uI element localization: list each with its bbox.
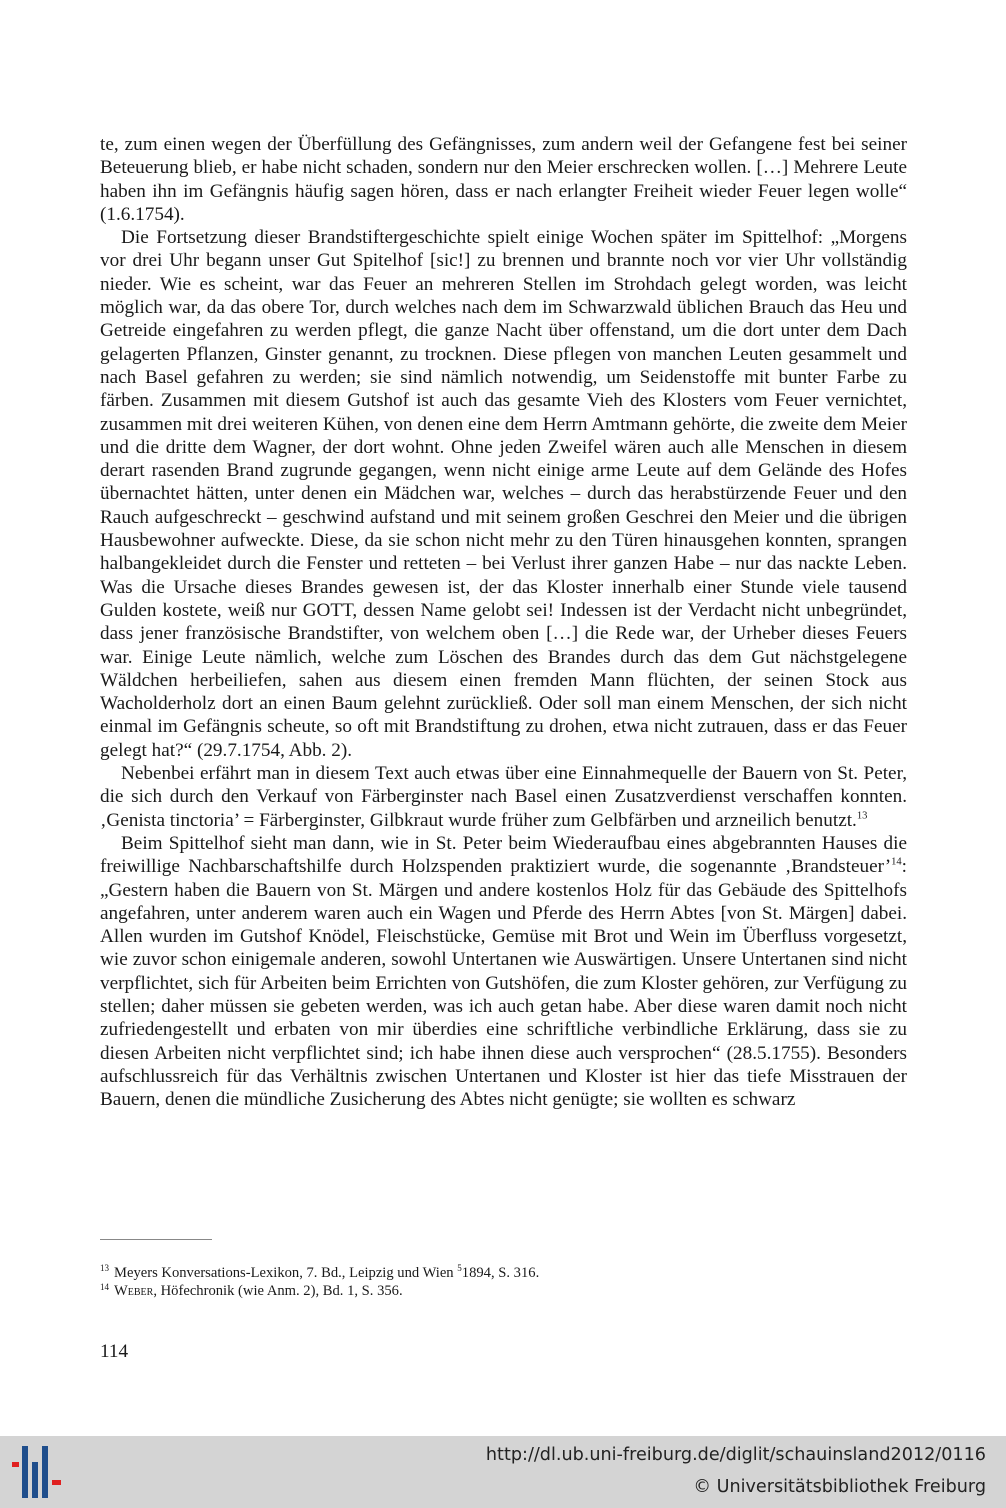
paragraph bbox=[100, 762, 907, 832]
paragraph-text: : „Gestern haben die Bauern von St. Märgen und andere kostenlos Holz für das Gebäude des Spittelhofs angefahren, unter anderem waren auch ein Wagen und Pferde des Herrn Abtes [von St. Märgen] dabei. Allen wurden im Gutshof Knödel, Fleischstücke, Gemüse mit Brot und Wein im Überfluss vorgesetzt, wie zuvor schon einigemale anderen, sowohl Untertanen wie Auswärtigen. Unsere Untertanen sind nicht verpflichtet, sich für Arbeiten beim Errichten von Gutshöfen, die zum Kloster gehören, zur Verfügung zu stellen; daher müssen sie gebeten werden, was ich auch getan habe. Aber diese waren damit noch nicht zufriedengestellt und erbaten von mir überdies eine schriftliche verbindliche Erklärung, dass sie zu diesen Arbeiten nicht verpflichtet sind; ich habe ihnen diese auch versprochen“ (28.5.1755). Besonders aufschlussreich für das Verhältnis zwischen Untertanen und Kloster ist hier das tiefe Misstrauen der Bauern, denen die mündliche Zusicherung des Abtes nicht genügte; sie wollten es schwarz bbox=[100, 856, 907, 1111]
footnote-text: , Höfechronik (wie Anm. 2), Bd. 1, S. 356. bbox=[153, 1283, 403, 1300]
document-url-link[interactable]: http://dl.ub.uni-freiburg.de/diglit/schauinsland2012/0116 bbox=[485, 1445, 986, 1465]
footer-bar bbox=[0, 1436, 1006, 1508]
footnote: $^{14}$ Weber, Höfechronik (wie Anm. 2), Bd. 1, S. 356. bbox=[100, 1281, 403, 1300]
footnote-text: Meyers Konversations-Lexikon, 7. Bd., Leipzig und Wien bbox=[114, 1265, 458, 1281]
footnotes bbox=[100, 1264, 907, 1301]
footnote-marker[interactable]: 14 bbox=[891, 856, 902, 868]
footnote: $^{13}$ Meyers Konversations-Lexikon, 7. Bd., Leipzig und Wien $^5$1894, S. 316. bbox=[100, 1263, 540, 1281]
edition-superscript: 5 bbox=[457, 1263, 462, 1274]
paragraph: te, zum einen wegen der Überfüllung des Gefängnisses, zum andern weil der Gefangene fest bei seiner Beteuerung blieb, er habe nicht schaden, sondern nur den Meier erschrecken wollen. […] Mehrere Leute haben ihn im Gefängnis häufig sagen hören, dass er nach erlangter Freiheit wieder Feuer legen wolle“ (1.6.1754). bbox=[100, 134, 907, 225]
main-text bbox=[100, 133, 907, 1111]
paragraph-text: Beim Spittelhof sieht man dann, wie in St. Peter beim Wiederaufbau eines abgebrannten Hauses die freiwillige Nachbarschaftshilfe durch Holzspenden praktiziert wurde, die sogenannte ‚Brandsteuer’ bbox=[100, 832, 907, 878]
page-number: 114 bbox=[100, 1341, 129, 1362]
paragraph: Die Fortsetzung dieser Brandstiftergeschichte spielt einige Wochen später im Spittelhof: „Morgens vor drei Uhr begann unser Gut Spitelhof [sic!] zu brennen und brannte noch vor vier Uhr vollständig nieder. Wie es scheint, war das Feuer an mehreren Stellen im Strohdach gelegt worden, was leicht möglich war, da das obere Tor, durch welches nach dem im Schwarzwald üblichen Brauch das Heu und Getreide eingefahren zu werden pflegt, die ganze Nacht über offenstand, um die dort unter dem Dach gelagerten Pflanzen, Ginster genannt, zu trocknen. Diese pflegen von manchen Leuten gesammelt und nach Basel gefahren zu werden; sie sind nämlich notwendig, um Seidenstoffe mit bunter Farbe zu färben. Zusammen mit diesem Gutshof ist auch das gesamte Vieh des Klosters vom Feuer vernichtet, zusammen mit drei weiteren Kühen, von denen eine dem Herrn Amtmann gehörte, die zweite dem Meier und die dritte dem Wagner, der dort wohnt. Ohne jeden Zweifel wären auch alle Menschen in diesem derart rasenden Brand zugrunde gegangen, wenn nicht einige arme Leute auf dem Gelände des Hofes übernachtet hätten, unter denen ein Mädchen war, welches – durch das herabstürzende Feuer und den Rauch aufgeschreckt – geschwind aufstand und mit seinem großen Geschrei den Meier und die übrigen Hausbewohner aufweckte. Diese, da sie schon nicht mehr zu den Türen hinausgehen konnten, sprangen halbangekleidet durch die Fenster und retteten – bei Verlust ihrer ganzen Habe – nur das nackte Leben. Was die Ursache dieses Brandes gewesen ist, der das Kloster innerhalb einer Stunde viele tausend Gulden kostete, weiß nur GOTT, dessen Name gelobt sei! Indessen ist der Verdacht nicht unbegründet, dass jener französische Brandstifter, von welchem oben […] die Rede war, der Urheber dieses Feuers war. Einige Leute nämlich, welche zum Löschen des Brandes durch das dem Gut nächstgelegene Wäldchen herbeiliefen, sahen aus diesem einen fremden Mann flüchten, der seinen Stock aus Wacholderholz dort an einen Baum gelehnt zurückließ. Oder soll man einem Menschen, der sich nicht einmal im Gefängnis scheute, so oft mit Brandstiftung zu drohen, etwa nicht zutrauen, dass er das Feuer gelegt hat?“ (29.7.1754, Abb. 2). bbox=[100, 227, 907, 761]
footnote-divider bbox=[100, 1239, 212, 1240]
paragraph bbox=[100, 832, 907, 1112]
footnote-author: Weber bbox=[114, 1283, 154, 1300]
footnote-text: 1894, S. 316. bbox=[461, 1265, 540, 1281]
ub-freiburg-logo-icon[interactable] bbox=[8, 1444, 68, 1500]
paragraph-text: Nebenbei erfährt man in diesem Text auch etwas über eine Einnahmequelle der Bauern von St. Peter, die sich durch den Verkauf von Färberginster nach Basel einen Zusatzverdienst verschaffen konnten. ‚Genista tinctoria’ = Färberginster, Gilbkraut wurde früher zum Gelbfärben und arzneilich benutzt. bbox=[100, 763, 907, 831]
copyright-notice: © Universitätsbibliothek Freiburg bbox=[693, 1477, 986, 1497]
footnote-marker[interactable]: 13 bbox=[856, 810, 868, 822]
